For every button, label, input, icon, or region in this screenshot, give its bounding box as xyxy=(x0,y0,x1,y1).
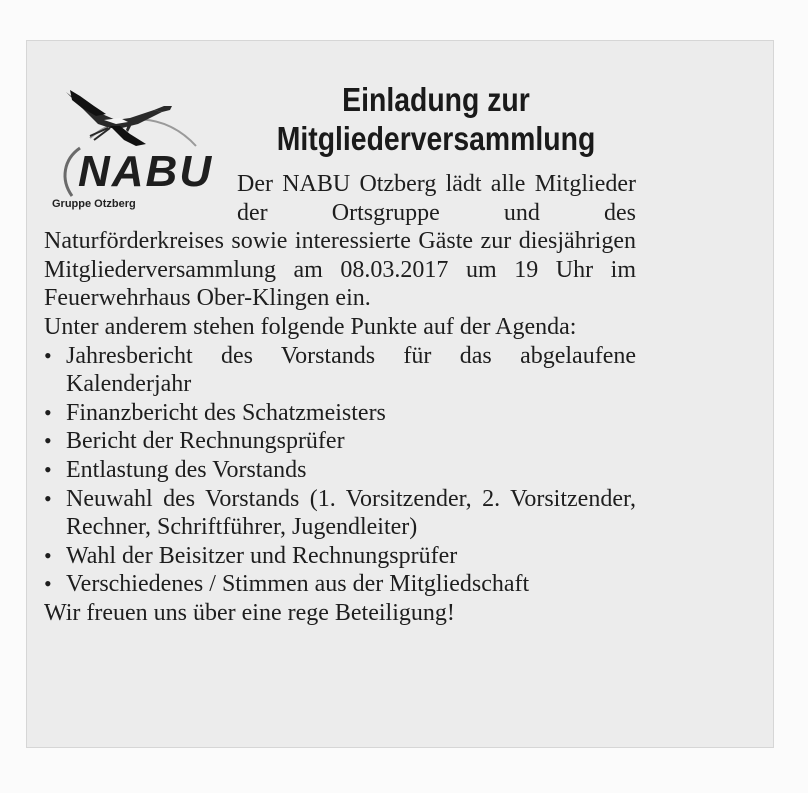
headline xyxy=(261,80,612,158)
closing-line: Wir freuen uns über eine rege Beteiligung! xyxy=(44,599,455,626)
headline-line-2: Mitgliederversammlung xyxy=(276,120,596,157)
headline-line-1: Einladung zur xyxy=(342,81,530,118)
agenda-item: • Entlastung des Vorstands xyxy=(44,456,636,485)
article-body xyxy=(44,170,636,628)
agenda-item: • Wahl der Beisitzer und Rechnungsprüfer xyxy=(44,542,636,571)
agenda-item: • Finanzbericht des Schatzmeisters xyxy=(44,399,636,428)
intro-paragraph: Der NABU Otzberg lädt alle Mitglieder der Ortsgruppe und des Naturförderkreises sowie interessierte Gäste zur diesjährigen Mitgliederversammlung am 08.03.2017 um 19 Uhr im Feuerwehrhaus Ober-Klingen ein. xyxy=(44,171,636,312)
agenda-item: • Bericht der Rechnungsprüfer xyxy=(44,427,636,456)
agenda-item: • Neuwahl des Vorstands (1. Vorsitzender, 2. Vorsitzender, Rechner, Schriftführer, Jugendleiter) xyxy=(44,485,636,542)
agenda-intro: Unter anderem stehen folgende Punkte auf der Agenda: xyxy=(44,313,577,340)
logo-subtitle: Gruppe Otzberg xyxy=(52,198,136,210)
agenda-item: • Verschiedenes / Stimmen aus der Mitgliedschaft xyxy=(44,570,636,599)
logo-float-spacer xyxy=(44,170,237,227)
logo-wordmark: NABU xyxy=(78,147,214,196)
agenda-list xyxy=(44,342,636,599)
agenda-item: • Jahresbericht des Vorstands für das abgelaufene Kalenderjahr xyxy=(44,342,636,399)
